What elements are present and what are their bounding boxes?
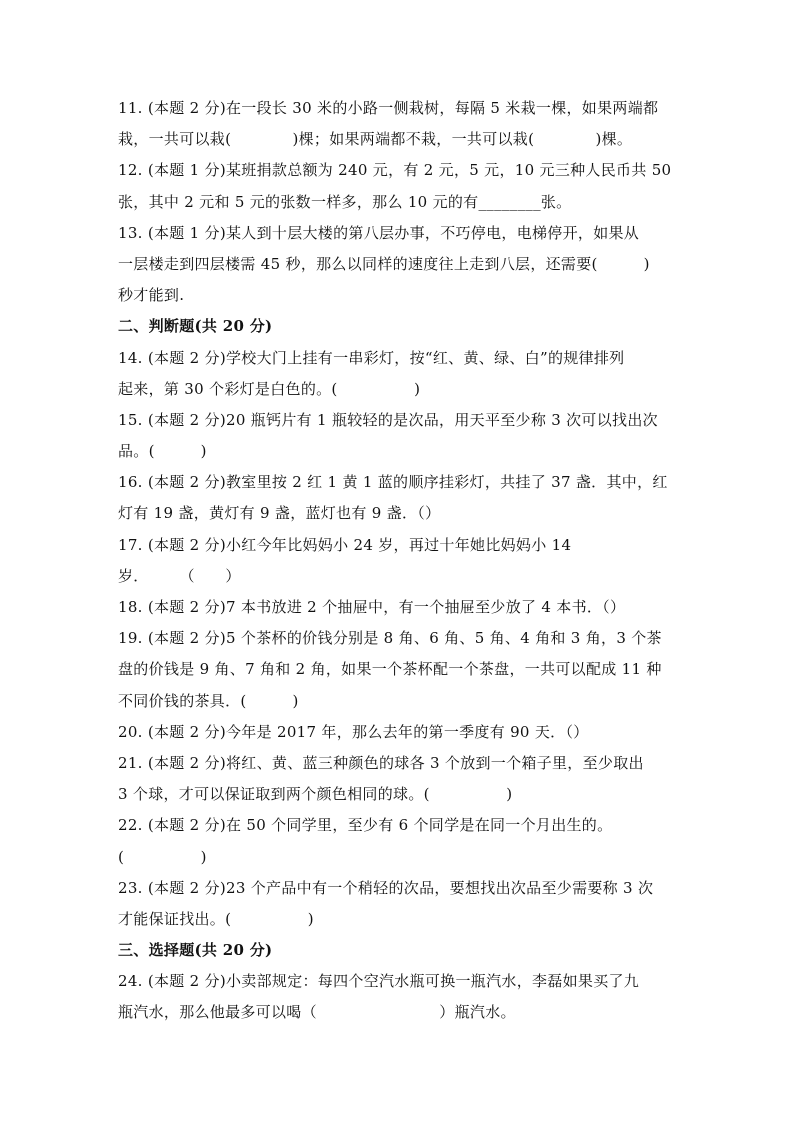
- q24-line-2: 瓶汽水，那么他最多可以喝（ ）瓶汽水。: [118, 1003, 516, 1022]
- q15-line-1: 15. (本题 2 分)20 瓶钙片有 1 瓶较轻的是次品，用天平至少称 3 次可以找出次: [118, 410, 658, 429]
- q23-line-2: 才能保证找出。( ): [118, 909, 314, 928]
- q23-line-1: 23. (本题 2 分)23 个产品中有一个稍轻的次品，要想找出次品至少需要称 3 次: [118, 878, 654, 897]
- q17-line-2: 岁． （ ）: [118, 566, 241, 585]
- q21-line-2: 3 个球，才可以保证取到两个颜色相同的球。( ): [118, 785, 513, 804]
- q16-line-2: 灯有 19 盏，黄灯有 9 盏，蓝灯也有 9 盏．（）: [118, 504, 441, 523]
- q13-line-2: 一层楼走到四层楼需 45 秒，那么以同样的速度往上走到八层，还需要( ): [118, 254, 650, 273]
- question-list: [118, 93, 674, 1029]
- q17-line-1: 17. (本题 2 分)小红今年比妈妈小 24 岁，再过十年她比妈妈小 14: [118, 535, 572, 554]
- q19-line-2: 盘的价钱是 9 角、7 角和 2 角，如果一个茶杯配一个茶盘，一共可以配成 11 种: [118, 660, 662, 679]
- q13-line-3: 秒才能到.: [118, 286, 185, 305]
- q21-line-1: 21. (本题 2 分)将红、黄、蓝三种颜色的球各 3 个放到一个箱子里，至少取出: [118, 753, 644, 772]
- q14-line-2: 起来，第 30 个彩灯是白色的。( ): [118, 379, 421, 398]
- q15-line-2: 品。( ): [118, 442, 207, 461]
- q14-line-1: 14. (本题 2 分)学校大门上挂有一串彩灯，按“红、黄、绿、白”的规律排列: [118, 348, 625, 367]
- q22-line-1: 22. (本题 2 分)在 50 个同学里，至少有 6 个同学是在同一个月出生的。: [118, 816, 613, 835]
- q19-line-1: 19. (本题 2 分)5 个茶杯的价钱分别是 8 角、6 角、5 角、4 角和 3 角，3 个茶: [118, 629, 662, 648]
- q13-line-1: 13. (本题 1 分)某人到十层大楼的第八层办事，不巧停电，电梯停开，如果从: [118, 223, 640, 242]
- q11-line-2: 栽，一共可以栽( )棵；如果两端都不栽，一共可以栽( )棵。: [118, 130, 633, 149]
- q20-line-1: 20. (本题 2 分)今年是 2017 年，那么去年的第一季度有 90 天．（）: [118, 722, 589, 741]
- q12-line-2: 张，其中 2 元和 5 元的张数一样多，那么 10 元的有________张。: [118, 192, 572, 211]
- section-title-choice: 三、选择题(共 20 分): [118, 941, 273, 960]
- q19-line-3: 不同价钱的茶具．( ): [118, 691, 299, 710]
- q16-line-1: 16. (本题 2 分)教室里按 2 红 1 黄 1 蓝的顺序挂彩灯，共挂了 37 盏．其中，红: [118, 473, 668, 492]
- q24-line-1: 24. (本题 2 分)小卖部规定：每四个空汽水瓶可换一瓶汽水，李磊如果买了九: [118, 972, 640, 991]
- q18-line-1: 18. (本题 2 分)7 本书放进 2 个抽屉中，有一个抽屉至少放了 4 本书．（）: [118, 598, 626, 616]
- q11-line-1: 11. (本题 2 分)在一段长 30 米的小路一侧栽树，每隔 5 米栽一棵，如果两端都: [118, 99, 659, 117]
- q12-line-1: 12. (本题 1 分)某班捐款总额为 240 元，有 2 元，5 元，10 元三种人民币共 50: [118, 161, 672, 180]
- section-title-judgment: 二、判断题(共 20 分): [118, 317, 273, 336]
- q22-line-2: ( ): [118, 847, 207, 866]
